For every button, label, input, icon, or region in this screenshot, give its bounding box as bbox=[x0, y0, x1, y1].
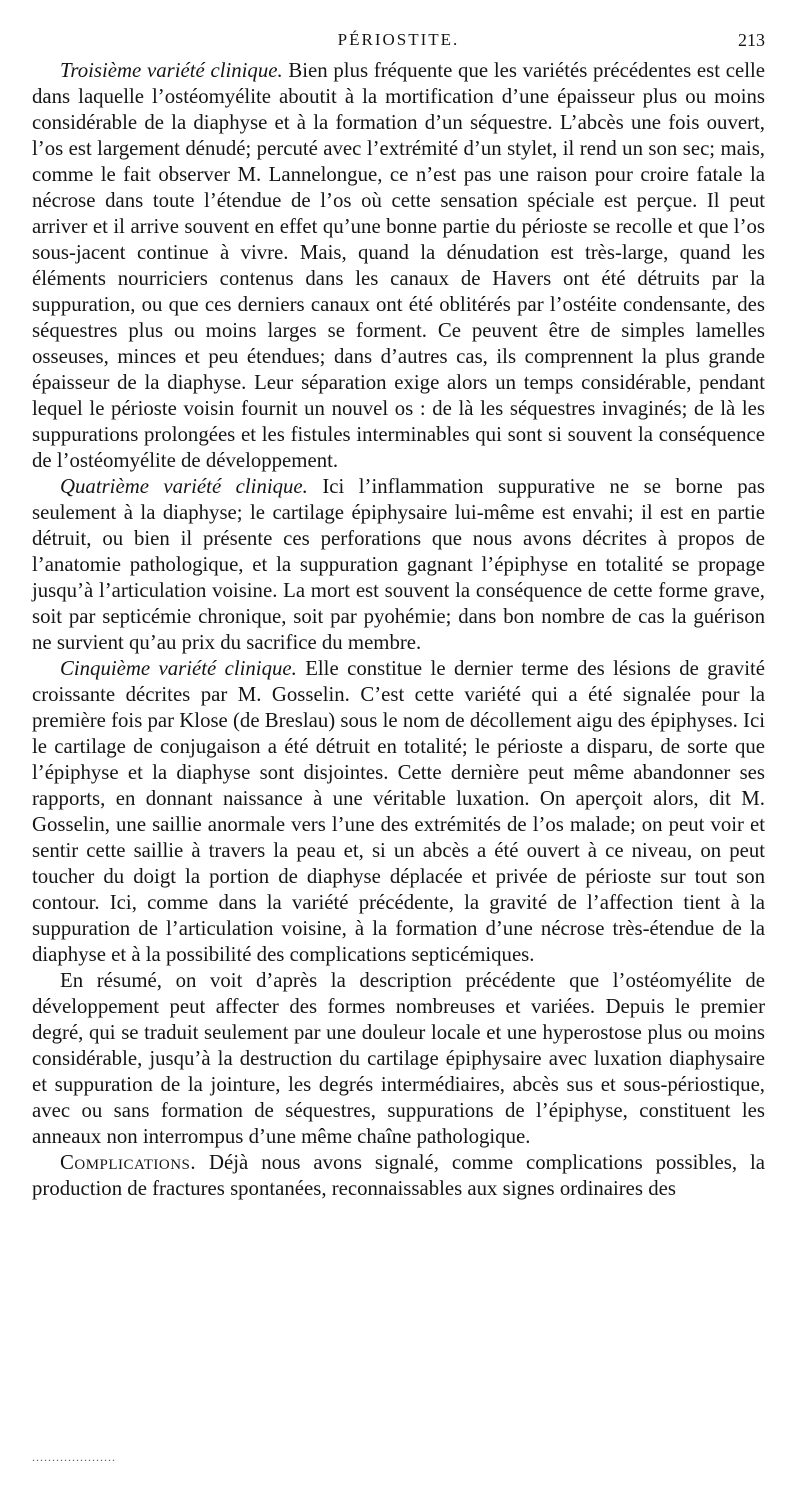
footer-dots: ..................... bbox=[32, 1450, 116, 1464]
paragraph-text: Déjà nous avons signalé, comme complications possibles, la production de fractures spontanées, reconnaissables aux signes ordinaires des bbox=[32, 1151, 765, 1200]
paragraph-complications bbox=[32, 1150, 765, 1202]
paragraph-quatrieme-variete bbox=[32, 474, 765, 656]
paragraph-lead: Complications. bbox=[60, 1151, 197, 1174]
paragraph-en-resume bbox=[32, 968, 765, 1150]
paragraph-cinquieme-variete bbox=[32, 656, 765, 968]
paragraph-text: En résumé, on voit d’après la description précédente que l’ostéomyélite de développement peut affecter des formes nombreuses et variées. Depuis le premier degré, qui se traduit seulement par une douleur locale et une hyperostose plus ou moins considérable, jusqu’à la destruction du cartilage épiphysaire avec luxation diaphysaire et suppuration de la jointure, les degrés intermédiaires, abcès sus et sous-périostique, avec ou sans formation de séquestres, suppurations de l’épiphyse, constituent les anneaux non interrompus d’une même chaîne pathologique. bbox=[32, 969, 765, 1148]
paragraph-lead: Troisième variété clinique. bbox=[60, 59, 283, 82]
body-text bbox=[32, 58, 765, 1202]
paragraph-text: Ici l’inflammation suppurative ne se borne pas seulement à la diaphyse; le cartilage épiphysaire lui-même est envahi; il est en partie détruit, ou bien il présente ces perforations que nous avons décrites à propos de l’anatomie pathologique, et la suppuration gagnant l’épiphyse en totalité se propage jusqu’à l’articulation voisine. La mort est souvent la conséquence de cette forme grave, soit par septicémie chronique, soit par pyohémie; dans bon nombre de cas la guérison ne survient qu’au prix du sacrifice du membre. bbox=[32, 475, 765, 654]
book-page bbox=[32, 0, 765, 1493]
paragraph-lead: Cinquième variété clinique. bbox=[60, 657, 297, 680]
paragraph-text: Elle constitue le dernier terme des lésions de gravité croissante décrites par M. Gosselin. C’est cette variété qui a été signalée pour la première fois par Klose (de Breslau) sous le nom de décollement aigu des épiphyses. Ici le cartilage de conjugaison a été détruit en totalité; le périoste a disparu, de sorte que l’épiphyse et la diaphyse sont disjointes. Cette dernière peut même abandonner ses rapports, en donnant naissance à une véritable luxation. On aperçoit alors, dit M. Gosselin, une saillie anormale vers l’une des extrémités de l’os malade; on peut voir et sentir cette saillie à travers la peau et, si un abcès a été ouvert à ce niveau, on peut toucher du doigt la portion de diaphyse déplacée et privée de périoste sur tout son contour. Ici, comme dans la variété précédente, la gravité de l’affection tient à la suppuration de l’articulation voisine, à la formation d’une nécrose très-étendue de la diaphyse et à la possibilité des complications septicémiques. bbox=[32, 657, 765, 966]
page-number: 213 bbox=[738, 30, 765, 50]
paragraph-troisieme-variete bbox=[32, 58, 765, 474]
running-head bbox=[32, 0, 765, 50]
paragraph-text: Bien plus fréquente que les variétés précédentes est celle dans laquelle l’ostéomyélite aboutit à la mortification d’une épaisseur plus ou moins considérable de la diaphyse et à la formation d’un séquestre. L’abcès une fois ouvert, l’os est largement dénudé; percuté avec l’extrémité d’un stylet, il rend un son sec; mais, comme le fait observer M. Lannelongue, ce n’est pas une raison pour croire fatale la nécrose dans toute l’étendue de l’os où cette sensation spéciale est perçue. Il peut arriver et il arrive souvent en effet qu’une bonne partie du périoste se recolle et que l’os sous-jacent continue à vivre. Mais, quand la dénudation est très-large, quand les éléments nourriciers contenus dans les canaux de Havers ont été détruits par la suppuration, ou que ces derniers canaux ont été oblitérés par l’ostéite condensante, des séquestres plus ou moins larges se forment. Ce peuvent être de simples lamelles osseuses, minces et peu étendues; dans d’autres cas, ils comprennent la plus grande épaisseur de la diaphyse. Leur séparation exige alors un temps considérable, pendant lequel le périoste voisin fournit un nouvel os : de là les séquestres invaginés; de là les suppurations prolongées et les fistules interminables qui sont si souvent la conséquence de l’ostéomyélite de développement. bbox=[32, 59, 765, 472]
paragraph-lead: Quatrième variété clinique. bbox=[60, 475, 308, 498]
running-title: PÉRIOSTITE. bbox=[337, 30, 460, 49]
